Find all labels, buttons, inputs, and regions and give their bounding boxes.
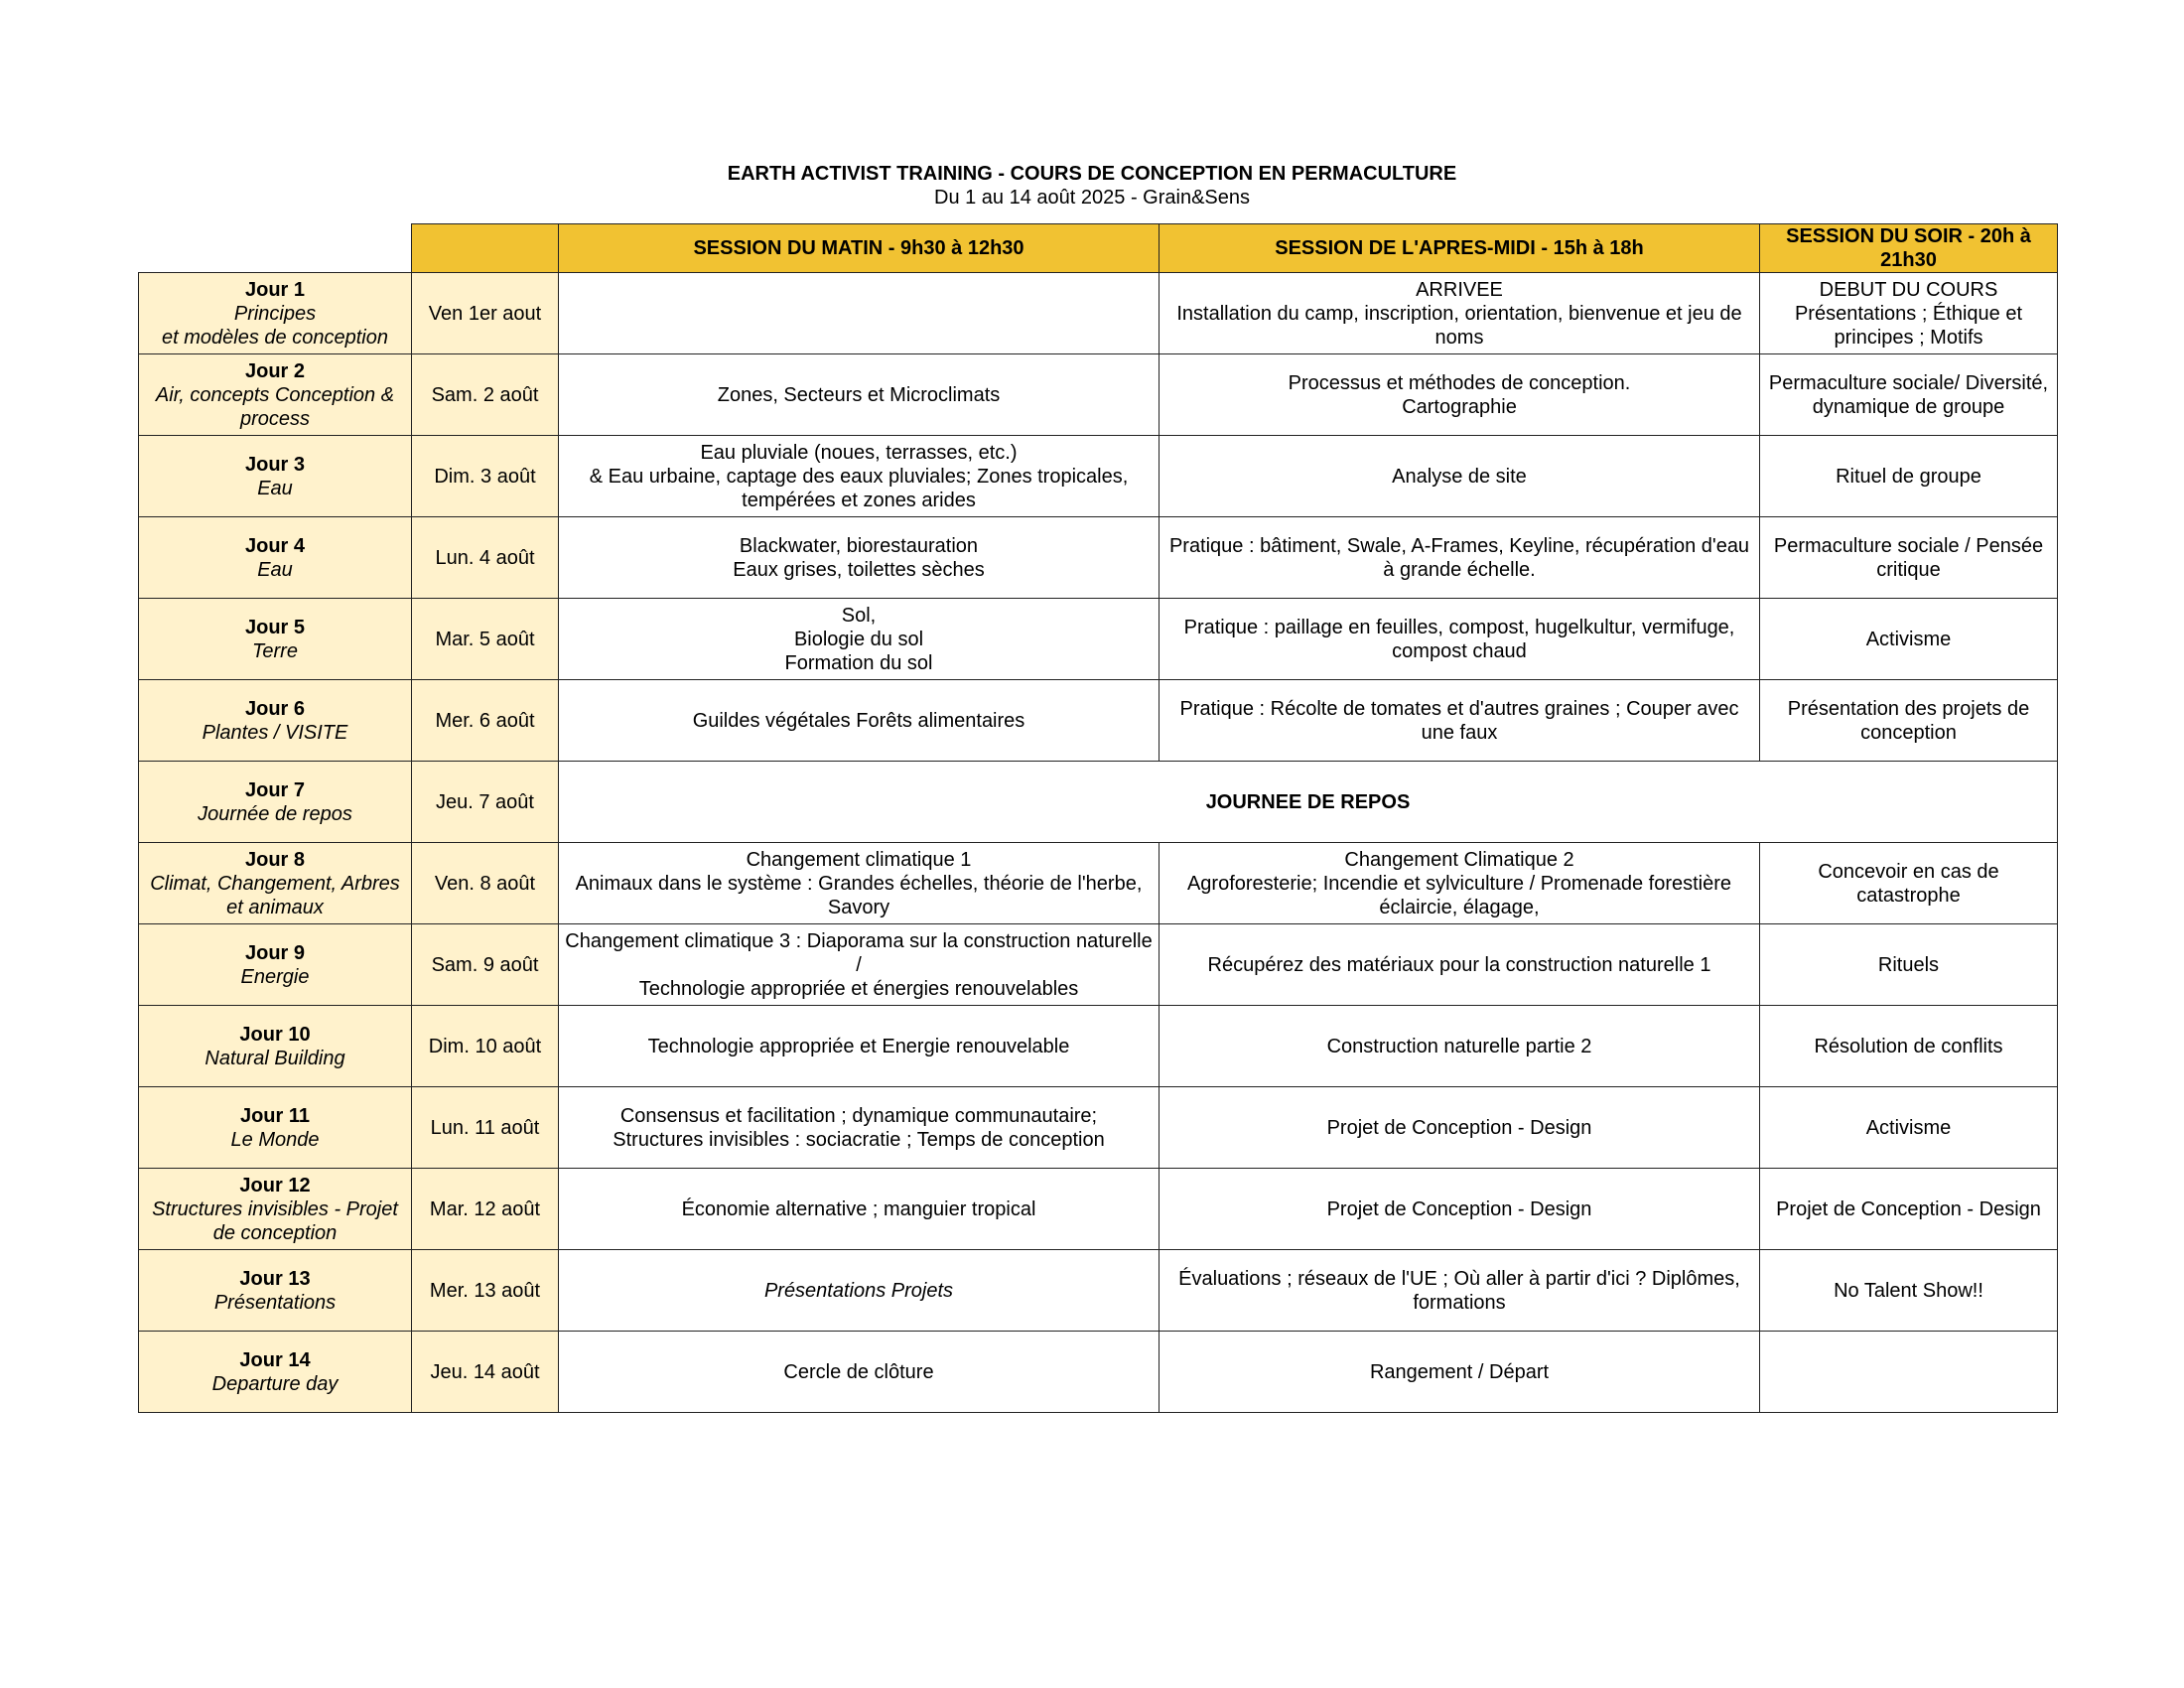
day-cell <box>139 1006 412 1087</box>
afternoon-session-cell <box>1160 1169 1760 1250</box>
cell-line: Rituels <box>1877 953 1940 976</box>
cell-line: Animaux dans le système : Grandes échelles, théorie de l'herbe, Savory <box>575 872 1143 918</box>
cell-line: Évaluations ; réseaux de l'UE ; Où aller à partir d'ici ? Diplômes, formations <box>1178 1267 1740 1314</box>
cell-line: Projet de Conception - Design <box>1776 1197 2041 1220</box>
afternoon-session-cell <box>1160 436 1760 517</box>
cell-line: Cercle de clôture <box>783 1360 934 1383</box>
morning-session-cell <box>559 924 1160 1006</box>
day-theme: Plantes / VISITE <box>202 721 348 744</box>
afternoon-session-cell <box>1160 1006 1760 1087</box>
cell-line: Consensus et facilitation ; dynamique communautaire; <box>619 1104 1098 1127</box>
table-row <box>139 1250 2058 1332</box>
morning-session-cell <box>559 599 1160 680</box>
afternoon-session-cell <box>1160 354 1760 436</box>
evening-session-cell <box>1760 924 2058 1006</box>
cell-line: Cartographie <box>1402 395 1517 418</box>
morning-session-cell <box>559 680 1160 762</box>
date-cell: Ven 1er aout <box>412 273 559 354</box>
day-cell <box>139 599 412 680</box>
afternoon-session-cell <box>1160 924 1760 1006</box>
afternoon-session-cell <box>1160 1332 1760 1413</box>
date-cell: Mer. 13 août <box>412 1250 559 1332</box>
evening-session-cell <box>1760 843 2058 924</box>
cell-line: Permaculture sociale/ Diversité, dynamique de groupe <box>1768 371 2049 418</box>
evening-session-cell <box>1760 1250 2058 1332</box>
morning-session-cell <box>559 1169 1160 1250</box>
cell-line: Permaculture sociale / Pensée critique <box>1773 534 2044 581</box>
morning-session-cell <box>559 1006 1160 1087</box>
table-row <box>139 1006 2058 1087</box>
evening-session-cell <box>1760 354 2058 436</box>
cell-line: Construction naturelle partie 2 <box>1326 1035 1592 1057</box>
table-row <box>139 517 2058 599</box>
page-title: EARTH ACTIVIST TRAINING - COURS DE CONCEPTION EN PERMACULTURE <box>727 163 1457 185</box>
afternoon-session-cell <box>1160 1087 1760 1169</box>
cell-line: Analyse de site <box>1392 465 1527 488</box>
cell-line: Récupérez des matériaux pour la construction naturelle 1 <box>1207 953 1711 976</box>
date-cell: Sam. 9 août <box>412 924 559 1006</box>
table-row <box>139 354 2058 436</box>
afternoon-session-cell <box>1160 680 1760 762</box>
day-cell <box>139 354 412 436</box>
day-number: Jour 6 <box>244 697 306 720</box>
evening-session-cell <box>1760 436 2058 517</box>
table-row <box>139 762 2058 843</box>
day-theme: Air, concepts Conception & process <box>155 383 395 430</box>
day-number: Jour 2 <box>244 359 306 382</box>
day-number: Jour 1 <box>244 278 306 301</box>
day-theme: Eau <box>257 558 293 581</box>
cell-line: Activisme <box>1865 628 1952 650</box>
afternoon-session-cell <box>1160 517 1760 599</box>
afternoon-session-cell <box>1160 273 1760 354</box>
date-cell: Jeu. 14 août <box>412 1332 559 1413</box>
evening-session-cell <box>1760 680 2058 762</box>
cell-line: Activisme <box>1865 1116 1952 1139</box>
day-number: Jour 11 <box>239 1104 311 1127</box>
cell-line: Pratique : bâtiment, Swale, A-Frames, Keyline, récupération d'eau à grande échelle. <box>1168 534 1750 581</box>
cell-line: Économie alternative ; manguier tropical <box>681 1197 1036 1220</box>
header-afternoon: SESSION DE L'APRES-MIDI - 15h à 18h <box>1160 224 1760 273</box>
table-row <box>139 1087 2058 1169</box>
cell-line: Blackwater, biorestauration <box>739 534 979 557</box>
afternoon-session-cell <box>1160 599 1760 680</box>
cell-line: Structures invisibles : sociacratie ; Temps de conception <box>613 1128 1105 1151</box>
cell-line: Pratique : Récolte de tomates et d'autres graines ; Couper avec une faux <box>1179 697 1739 744</box>
table-row <box>139 843 2058 924</box>
day-number: Jour 8 <box>244 848 306 871</box>
day-theme: Journée de repos <box>198 802 352 825</box>
date-cell: Dim. 3 août <box>412 436 559 517</box>
day-theme: Terre <box>252 639 298 662</box>
cell-line: Rangement / Départ <box>1369 1360 1550 1383</box>
cell-line: Technologie appropriée et énergies renouvelables <box>638 977 1079 1000</box>
cell-line: Projet de Conception - Design <box>1326 1116 1592 1139</box>
day-theme: Departure day <box>211 1372 339 1395</box>
evening-session-cell <box>1760 1169 2058 1250</box>
header-row <box>139 224 2058 273</box>
cell-line: Processus et méthodes de conception. <box>1288 371 1631 394</box>
cell-line: Agroforesterie; Incendie et sylviculture / Promenade forestière éclaircie, élagage, <box>1186 872 1732 918</box>
day-cell <box>139 436 412 517</box>
cell-line: Résolution de conflits <box>1814 1035 2003 1057</box>
header-blank-cell <box>139 224 412 273</box>
afternoon-session-cell <box>1160 1250 1760 1332</box>
header-date-cell <box>412 224 559 273</box>
cell-line: Pratique : paillage en feuilles, compost, hugelkultur, vermifuge, compost chaud <box>1183 616 1735 662</box>
day-number: Jour 4 <box>244 534 306 557</box>
cell-line: Formation du sol <box>784 651 933 674</box>
cell-line: Sol, <box>841 604 877 627</box>
day-theme: Principes <box>233 302 317 325</box>
day-number: Jour 12 <box>239 1174 311 1196</box>
cell-line: Changement climatique 1 <box>746 848 972 871</box>
cell-line: Biologie du sol <box>793 628 924 650</box>
morning-session-cell <box>559 273 1160 354</box>
cell-line: Présentations ; Éthique et principes ; Motifs <box>1794 302 2023 349</box>
morning-session-cell <box>559 517 1160 599</box>
day-cell <box>139 1250 412 1332</box>
cell-line: ARRIVEE <box>1416 278 1503 301</box>
table-row <box>139 924 2058 1006</box>
morning-session-cell <box>559 1087 1160 1169</box>
table-row <box>139 599 2058 680</box>
evening-session-cell <box>1760 273 2058 354</box>
evening-session-cell <box>1760 517 2058 599</box>
page-subtitle: Du 1 au 14 août 2025 - Grain&Sens <box>934 187 1250 209</box>
schedule-body <box>139 273 2058 1413</box>
morning-session-cell <box>559 843 1160 924</box>
cell-line: Présentation des projets de conception <box>1787 697 2030 744</box>
date-cell: Mer. 6 août <box>412 680 559 762</box>
date-cell: Jeu. 7 août <box>412 762 559 843</box>
evening-session-cell <box>1760 599 2058 680</box>
day-theme: Energie <box>240 965 310 988</box>
date-cell: Mar. 12 août <box>412 1169 559 1250</box>
schedule-table <box>138 223 2058 1413</box>
date-cell: Mar. 5 août <box>412 599 559 680</box>
morning-session-cell <box>559 354 1160 436</box>
cell-line: Technologie appropriée et Energie renouvelable <box>647 1035 1070 1057</box>
day-number: Jour 3 <box>244 453 306 476</box>
day-cell <box>139 924 412 1006</box>
cell-line: No Talent Show!! <box>1834 1279 1983 1302</box>
cell-line: Eau pluviale (noues, terrasses, etc.) <box>700 441 1018 464</box>
day-theme: Eau <box>257 477 293 499</box>
header-morning: SESSION DU MATIN - 9h30 à 12h30 <box>559 224 1160 273</box>
day-theme: Présentations <box>213 1291 337 1314</box>
table-row <box>139 273 2058 354</box>
cell-line: & Eau urbaine, captage des eaux pluviales; Zones tropicales, tempérées et zones arides <box>589 465 1129 511</box>
day-number: Jour 10 <box>239 1023 311 1046</box>
day-cell <box>139 762 412 843</box>
date-cell: Ven. 8 août <box>412 843 559 924</box>
day-number: Jour 5 <box>244 616 306 638</box>
day-theme: Climat, Changement, Arbres et animaux <box>150 872 400 918</box>
cell-line: Eaux grises, toilettes sèches <box>733 558 985 581</box>
evening-session-cell <box>1760 1087 2058 1169</box>
day-number: Jour 9 <box>244 941 306 964</box>
day-number: Jour 14 <box>239 1348 311 1371</box>
cell-line: Présentations Projets <box>763 1279 954 1302</box>
cell-line: Changement climatique 3 : Diaporama sur la construction naturelle / <box>565 929 1153 976</box>
cell-line: Projet de Conception - Design <box>1326 1197 1592 1220</box>
day-cell <box>139 517 412 599</box>
day-cell <box>139 680 412 762</box>
morning-session-cell <box>559 1332 1160 1413</box>
cell-line: Rituel de groupe <box>1836 465 1981 488</box>
evening-session-cell <box>1760 1006 2058 1087</box>
day-cell <box>139 273 412 354</box>
date-cell: Sam. 2 août <box>412 354 559 436</box>
table-row <box>139 1332 2058 1413</box>
day-cell <box>139 843 412 924</box>
date-cell: Lun. 11 août <box>412 1087 559 1169</box>
day-number: Jour 13 <box>239 1267 311 1290</box>
rest-day-cell: JOURNEE DE REPOS <box>559 762 2058 843</box>
morning-session-cell <box>559 436 1160 517</box>
date-cell: Lun. 4 août <box>412 517 559 599</box>
cell-line: Installation du camp, inscription, orientation, bienvenue et jeu de noms <box>1176 302 1742 349</box>
day-theme: Structures invisibles - Projet de conception <box>152 1197 398 1244</box>
cell-line: Zones, Secteurs et Microclimats <box>717 383 1001 406</box>
morning-session-cell <box>559 1250 1160 1332</box>
day-theme: Natural Building <box>205 1047 345 1069</box>
day-cell <box>139 1087 412 1169</box>
date-cell: Dim. 10 août <box>412 1006 559 1087</box>
evening-session-cell <box>1760 1332 2058 1413</box>
table-row <box>139 436 2058 517</box>
table-row <box>139 1169 2058 1250</box>
day-number: Jour 7 <box>244 778 306 801</box>
cell-line: Changement Climatique 2 <box>1344 848 1574 871</box>
header-evening: SESSION DU SOIR - 20h à 21h30 <box>1760 224 2058 273</box>
table-row <box>139 680 2058 762</box>
afternoon-session-cell <box>1160 843 1760 924</box>
cell-line: DEBUT DU COURS <box>1819 278 1998 301</box>
document-title-block <box>0 162 2184 210</box>
day-theme: Le Monde <box>230 1128 320 1151</box>
day-cell <box>139 1332 412 1413</box>
cell-line: Concevoir en cas de catastrophe <box>1818 860 1999 907</box>
cell-line: Guildes végétales Forêts alimentaires <box>692 709 1025 732</box>
day-cell <box>139 1169 412 1250</box>
day-theme: et modèles de conception <box>162 326 388 349</box>
